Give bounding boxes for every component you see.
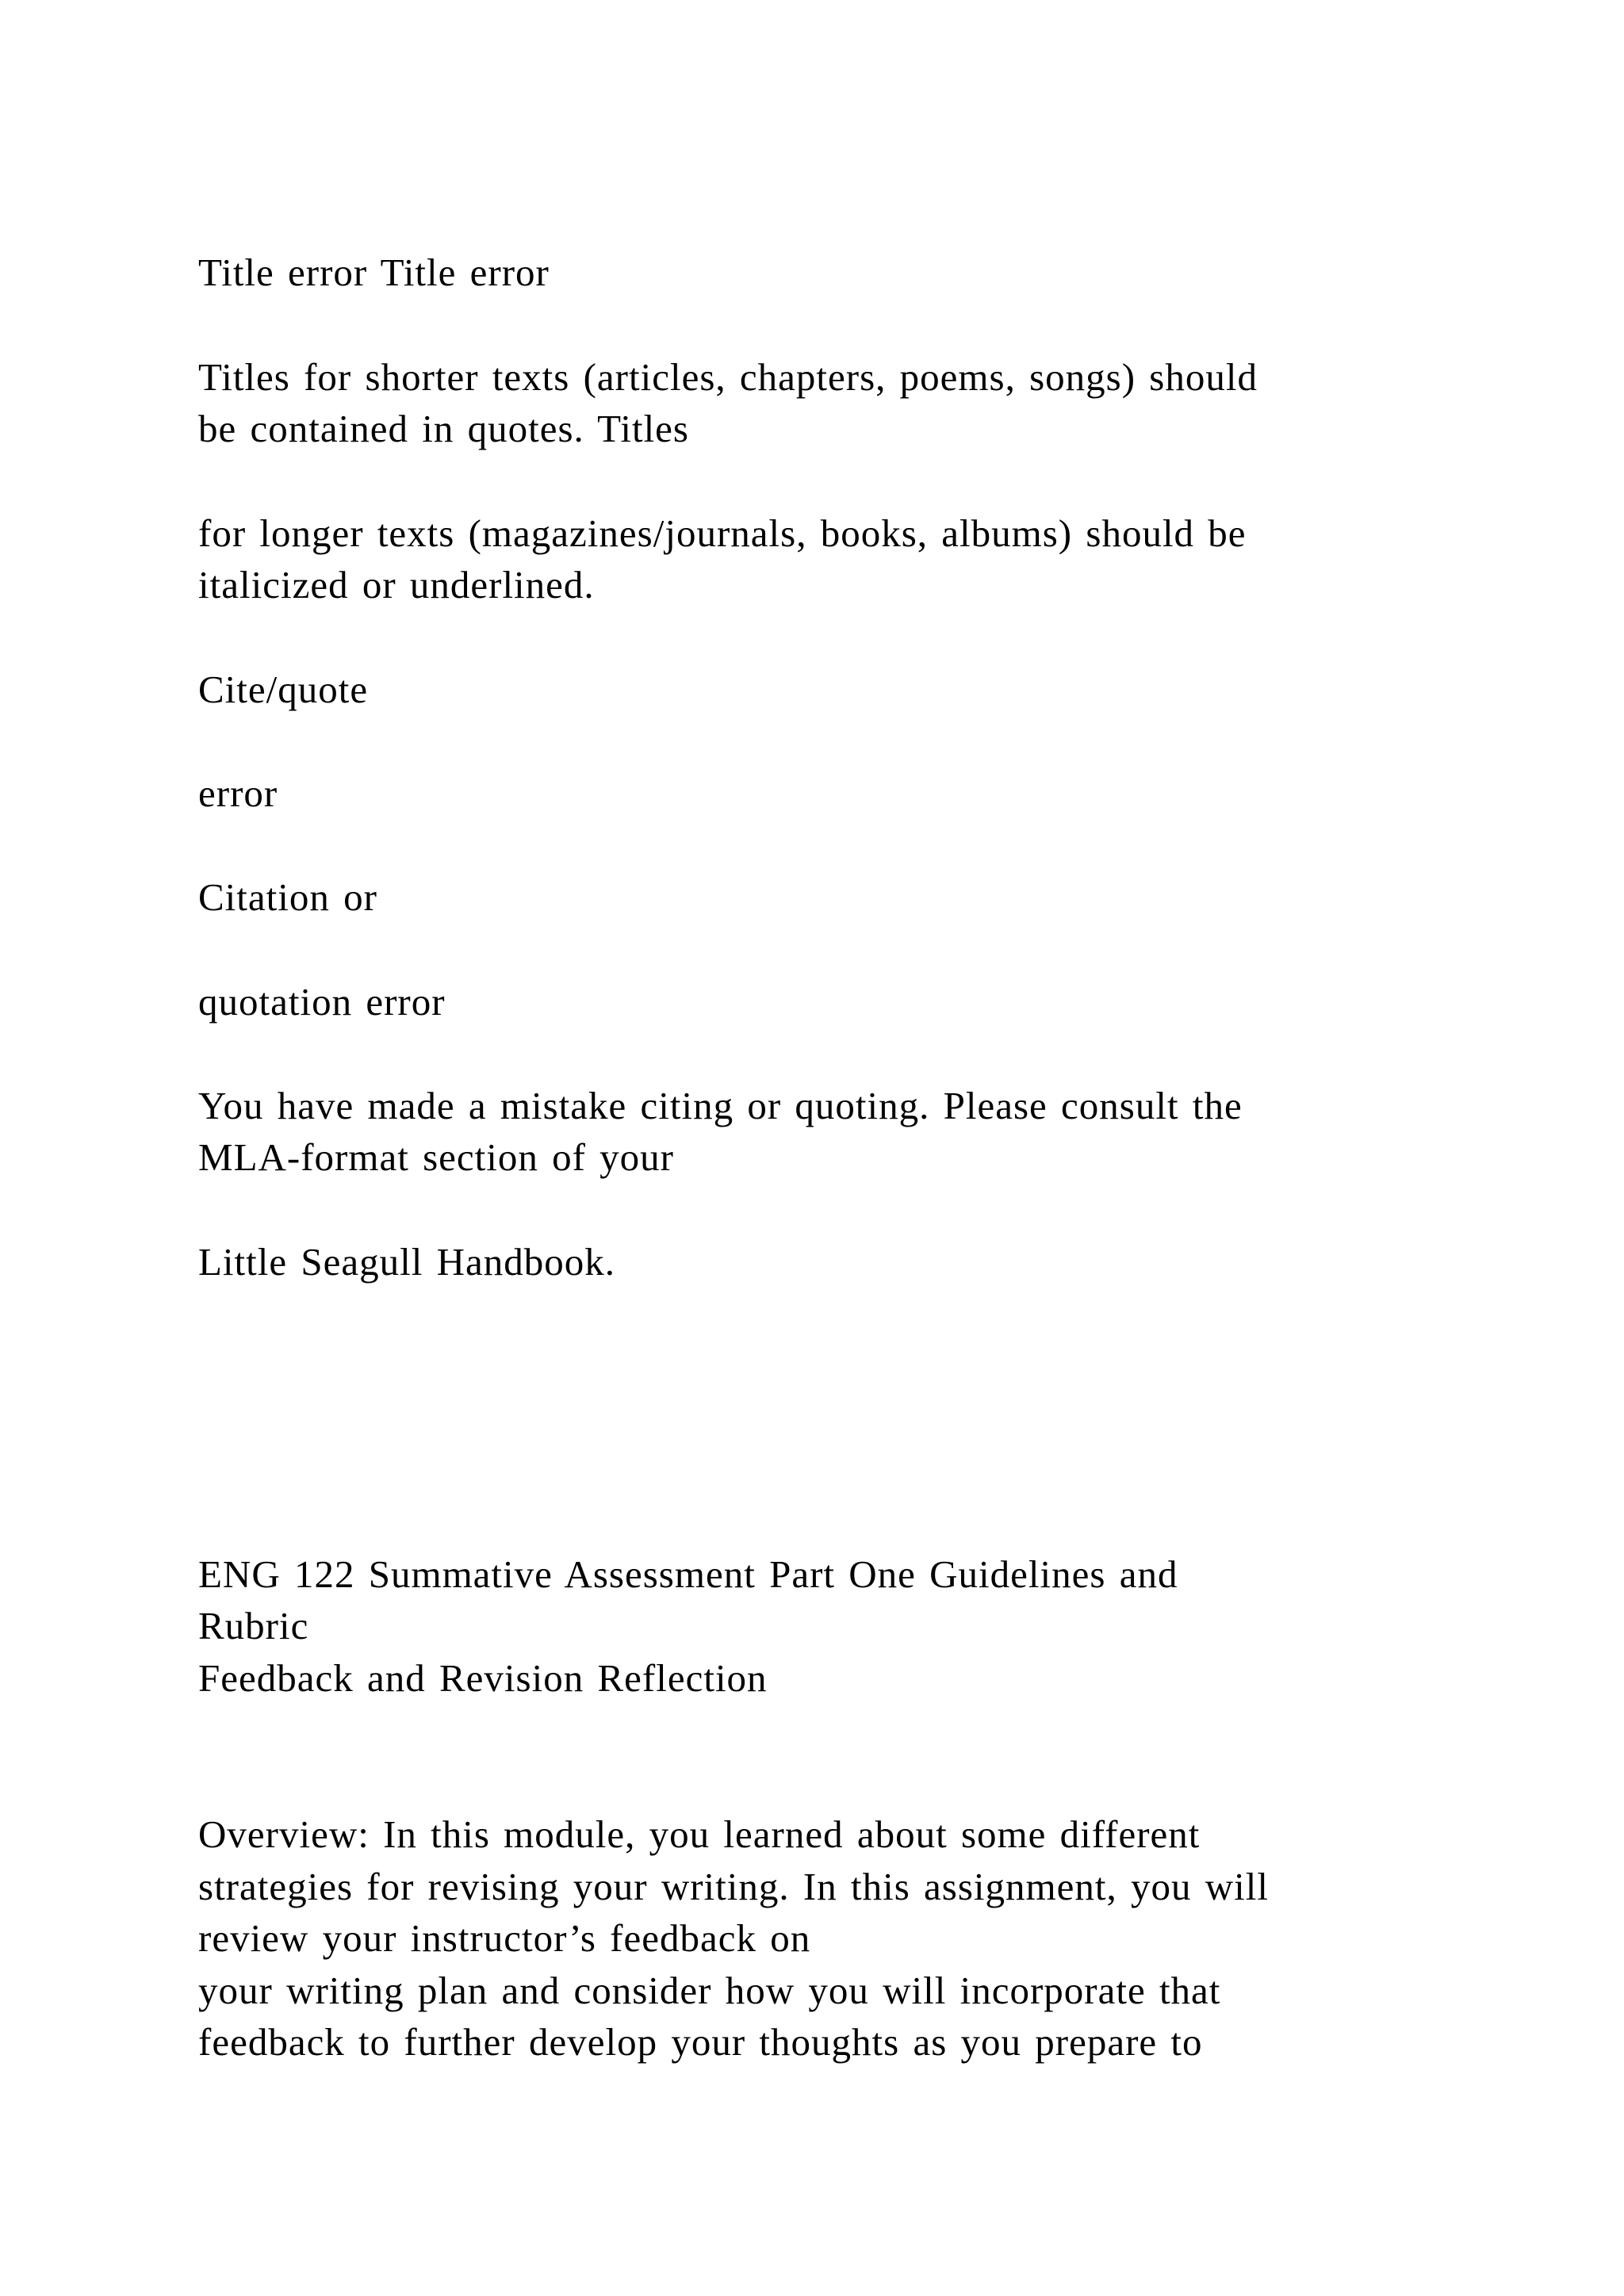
heading-assessment-title: Rubric [198,1604,309,1647]
text-line: You have made a mistake citing or quoting. Please consult the [198,1084,1243,1127]
heading-title-error: Title error Title error [198,251,550,294]
text-line: feedback to further develop your thoughts as you prepare to [198,2020,1203,2064]
text-line: review your instructor’s feedback on [198,1916,811,1960]
text-line: Little Seagull Handbook. [198,1240,615,1284]
text-line: Overview: In this module, you learned about some different [198,1812,1201,1856]
text-line: Titles for shorter texts (articles, chapters, poems, songs) should [198,355,1258,399]
text-line: error [198,771,278,815]
heading-assessment-title: ENG 122 Summative Assessment Part One Guidelines and [198,1552,1178,1596]
text-line: Citation or [198,875,377,919]
text-line: italicized or underlined. [198,563,595,607]
text-line: for longer texts (magazines/journals, books, albums) should be [198,511,1247,555]
text-line: MLA-format section of your [198,1135,674,1179]
text-line: strategies for revising your writing. In this assignment, you will [198,1865,1269,1908]
heading-subtitle: Feedback and Revision Reflection [198,1656,768,1700]
text-line: quotation error [198,980,446,1024]
text-line: be contained in quotes. Titles [198,407,689,450]
text-line: your writing plan and consider how you will incorporate that [198,1969,1221,2012]
text-line: Cite/quote [198,668,369,711]
